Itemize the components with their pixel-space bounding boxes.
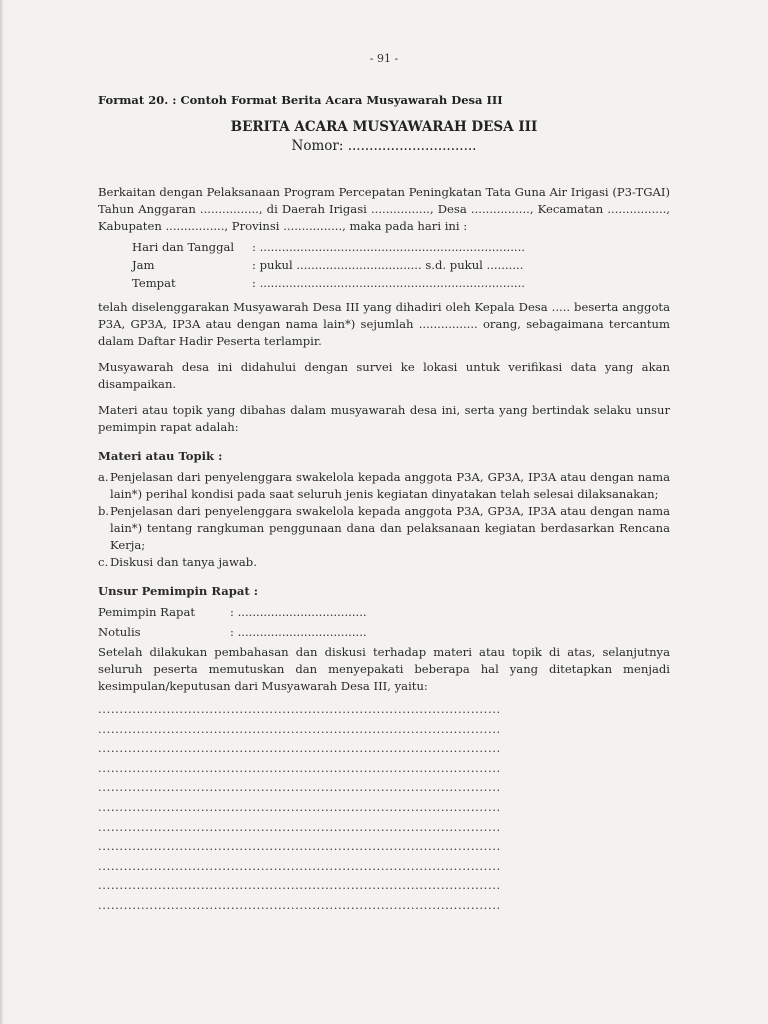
blank-line: .............................................................................................. <box>98 702 501 716</box>
list-text: Penjelasan dari penyelenggara swakelola kepada anggota P3A, GP3A, IP3A atau dengan nama lain*) tentang rangkuman penggunaan dana dan pelaksanaan kegiatan berdasarkan Rencana Kerja; <box>110 504 670 552</box>
meeting-leader-row <box>98 604 670 624</box>
blank-line: .............................................................................................. <box>98 760 501 775</box>
list-item <box>98 554 670 571</box>
meeting-place-row <box>132 275 670 293</box>
list-marker: c. <box>98 555 109 569</box>
meeting-details <box>132 239 670 293</box>
field-label: Jam <box>132 258 155 272</box>
format-title: Format 20. : Contoh Format Berita Acara Musyawarah Desa III <box>98 93 503 107</box>
field-label: Notulis <box>98 625 141 639</box>
blank-line: .............................................................................................. <box>98 799 501 814</box>
blank-line: .............................................................................................. <box>98 780 501 795</box>
field-value: : pukul .................................. s.d. pukul .......... <box>252 258 524 272</box>
meeting-date-row <box>132 239 670 257</box>
list-text: Diskusi dan tanya jawab. <box>110 555 257 569</box>
list-marker: b. <box>98 504 110 518</box>
attendance-paragraph: telah diselenggarakan Musyawarah Desa III yang dihadiri oleh Kepala Desa ..... beserta anggota P3A, GP3A, IP3A atau dengan nama lain*) sejumlah ................ orang, sebagaimana tercantum dalam Daftar Hadir Peserta terlampir. <box>98 300 670 348</box>
field-value: : ................................... <box>230 625 367 639</box>
document-body <box>98 184 670 917</box>
survey-paragraph: Musyawarah desa ini didahului dengan survei ke lokasi untuk verifikasi data yang akan disampaikan. <box>98 360 670 391</box>
note-taker-row <box>98 624 670 644</box>
blank-line: .............................................................................................. <box>98 819 501 834</box>
document-number: Nomor: .............................. <box>291 138 477 154</box>
field-value: : ........................................................................ <box>252 276 525 290</box>
topics-list <box>98 469 670 571</box>
topics-intro-paragraph: Materi atau topik yang dibahas dalam musyawarah desa ini, serta yang bertindak selaku unsur pemimpin rapat adalah: <box>98 403 670 434</box>
blank-line: .............................................................................................. <box>98 839 501 854</box>
conclusion-lines <box>98 701 670 917</box>
conclusion-paragraph: Setelah dilakukan pembahasan dan diskusi terhadap materi atau topik di atas, selanjutnya seluruh peserta memutuskan dan menyepakati beberapa hal yang ditetapkan menjadi kesimpulan/keputusan dari Musyawarah Desa III, yaitu: <box>98 645 670 693</box>
field-value: : ................................... <box>230 605 367 619</box>
topics-heading: Materi atau Topik : <box>98 449 223 463</box>
field-value: : ........................................................................ <box>252 240 525 254</box>
field-label: Tempat <box>132 276 176 290</box>
blank-line: .............................................................................................. <box>98 741 501 756</box>
blank-line: .............................................................................................. <box>98 897 501 912</box>
list-marker: a. <box>98 470 109 484</box>
field-label: Pemimpin Rapat <box>98 605 196 619</box>
list-item <box>98 469 670 503</box>
blank-line: .............................................................................................. <box>98 858 501 873</box>
meeting-time-row <box>132 257 670 275</box>
list-item <box>98 503 670 554</box>
field-label: Hari dan Tanggal <box>132 240 235 254</box>
intro-paragraph: Berkaitan dengan Pelaksanaan Program Percepatan Peningkatan Tata Guna Air Irigasi (P3-TGAI) Tahun Anggaran ................, di Daerah Irigasi ................, Desa ................, Kecamatan ................, Kabupaten ................, Provinsi ................, maka pada hari ini : <box>98 185 670 233</box>
document-title: BERITA ACARA MUSYAWARAH DESA III <box>230 119 538 135</box>
page-number: - 91 - <box>369 52 399 65</box>
list-text: Penjelasan dari penyelenggara swakelola kepada anggota P3A, GP3A, IP3A atau dengan nama lain*) perihal kondisi pada saat seluruh jenis kegiatan dinyatakan telah selesai dilaksanakan; <box>110 470 670 501</box>
leaders-heading: Unsur Pemimpin Rapat : <box>98 584 259 598</box>
blank-line: .............................................................................................. <box>98 878 501 893</box>
blank-line: .............................................................................................. <box>98 721 501 736</box>
